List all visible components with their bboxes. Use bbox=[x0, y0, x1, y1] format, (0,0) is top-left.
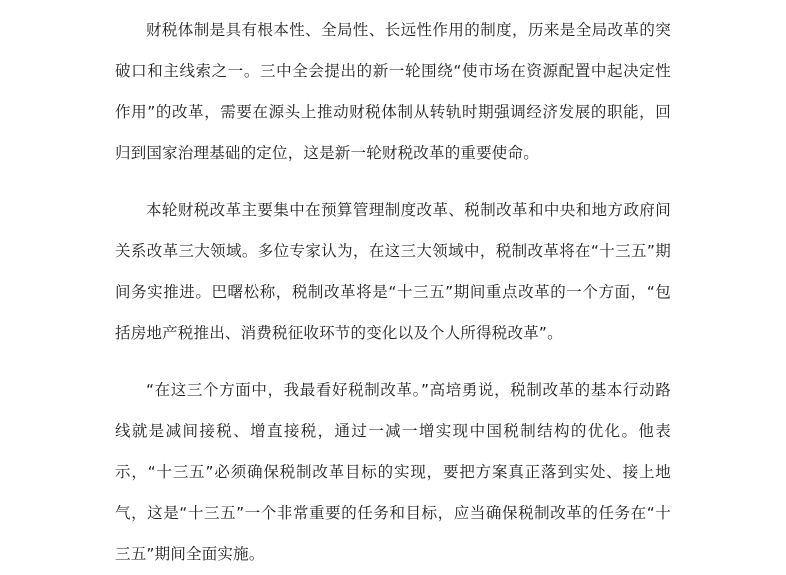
paragraph-2: 本轮财税改革主要集中在预算管理制度改革、税制改革和中央和地方政府间关系改革三大领域。多位专家认为，在这三大领域中，税制改革将在“十三五”期间务实推进。巴曙松称，税制改革将是“十三五”期间重点改革的一个方面，“包括房地产税推出、消费税征收环节的变化以及个人所得税改革”。 bbox=[115, 201, 671, 342]
paragraph-3: “在这三个方面中，我最看好税制改革。”高培勇说，税制改革的基本行动路线就是减间接税、增直接税，通过一减一增实现中国税制结构的优化。他表示，“十三五”必须确保税制改革目标的实现，要把方案真正落到实处、接上地气，这是“十三五”一个非常重要的任务和目标，应当确保税制改革的任务在“十三五”期间全面实施。 bbox=[115, 381, 671, 563]
paragraph-1: 财税体制是具有根本性、全局性、长远性作用的制度，历来是全局改革的突破口和主线索之一。三中全会提出的新一轮围绕“使市场在资源配置中起决定性作用”的改革，需要在源头上推动财税体制从转轨时期强调经济发展的职能，回归到国家治理基础的定位，这是新一轮财税改革的重要使命。 bbox=[115, 21, 671, 162]
